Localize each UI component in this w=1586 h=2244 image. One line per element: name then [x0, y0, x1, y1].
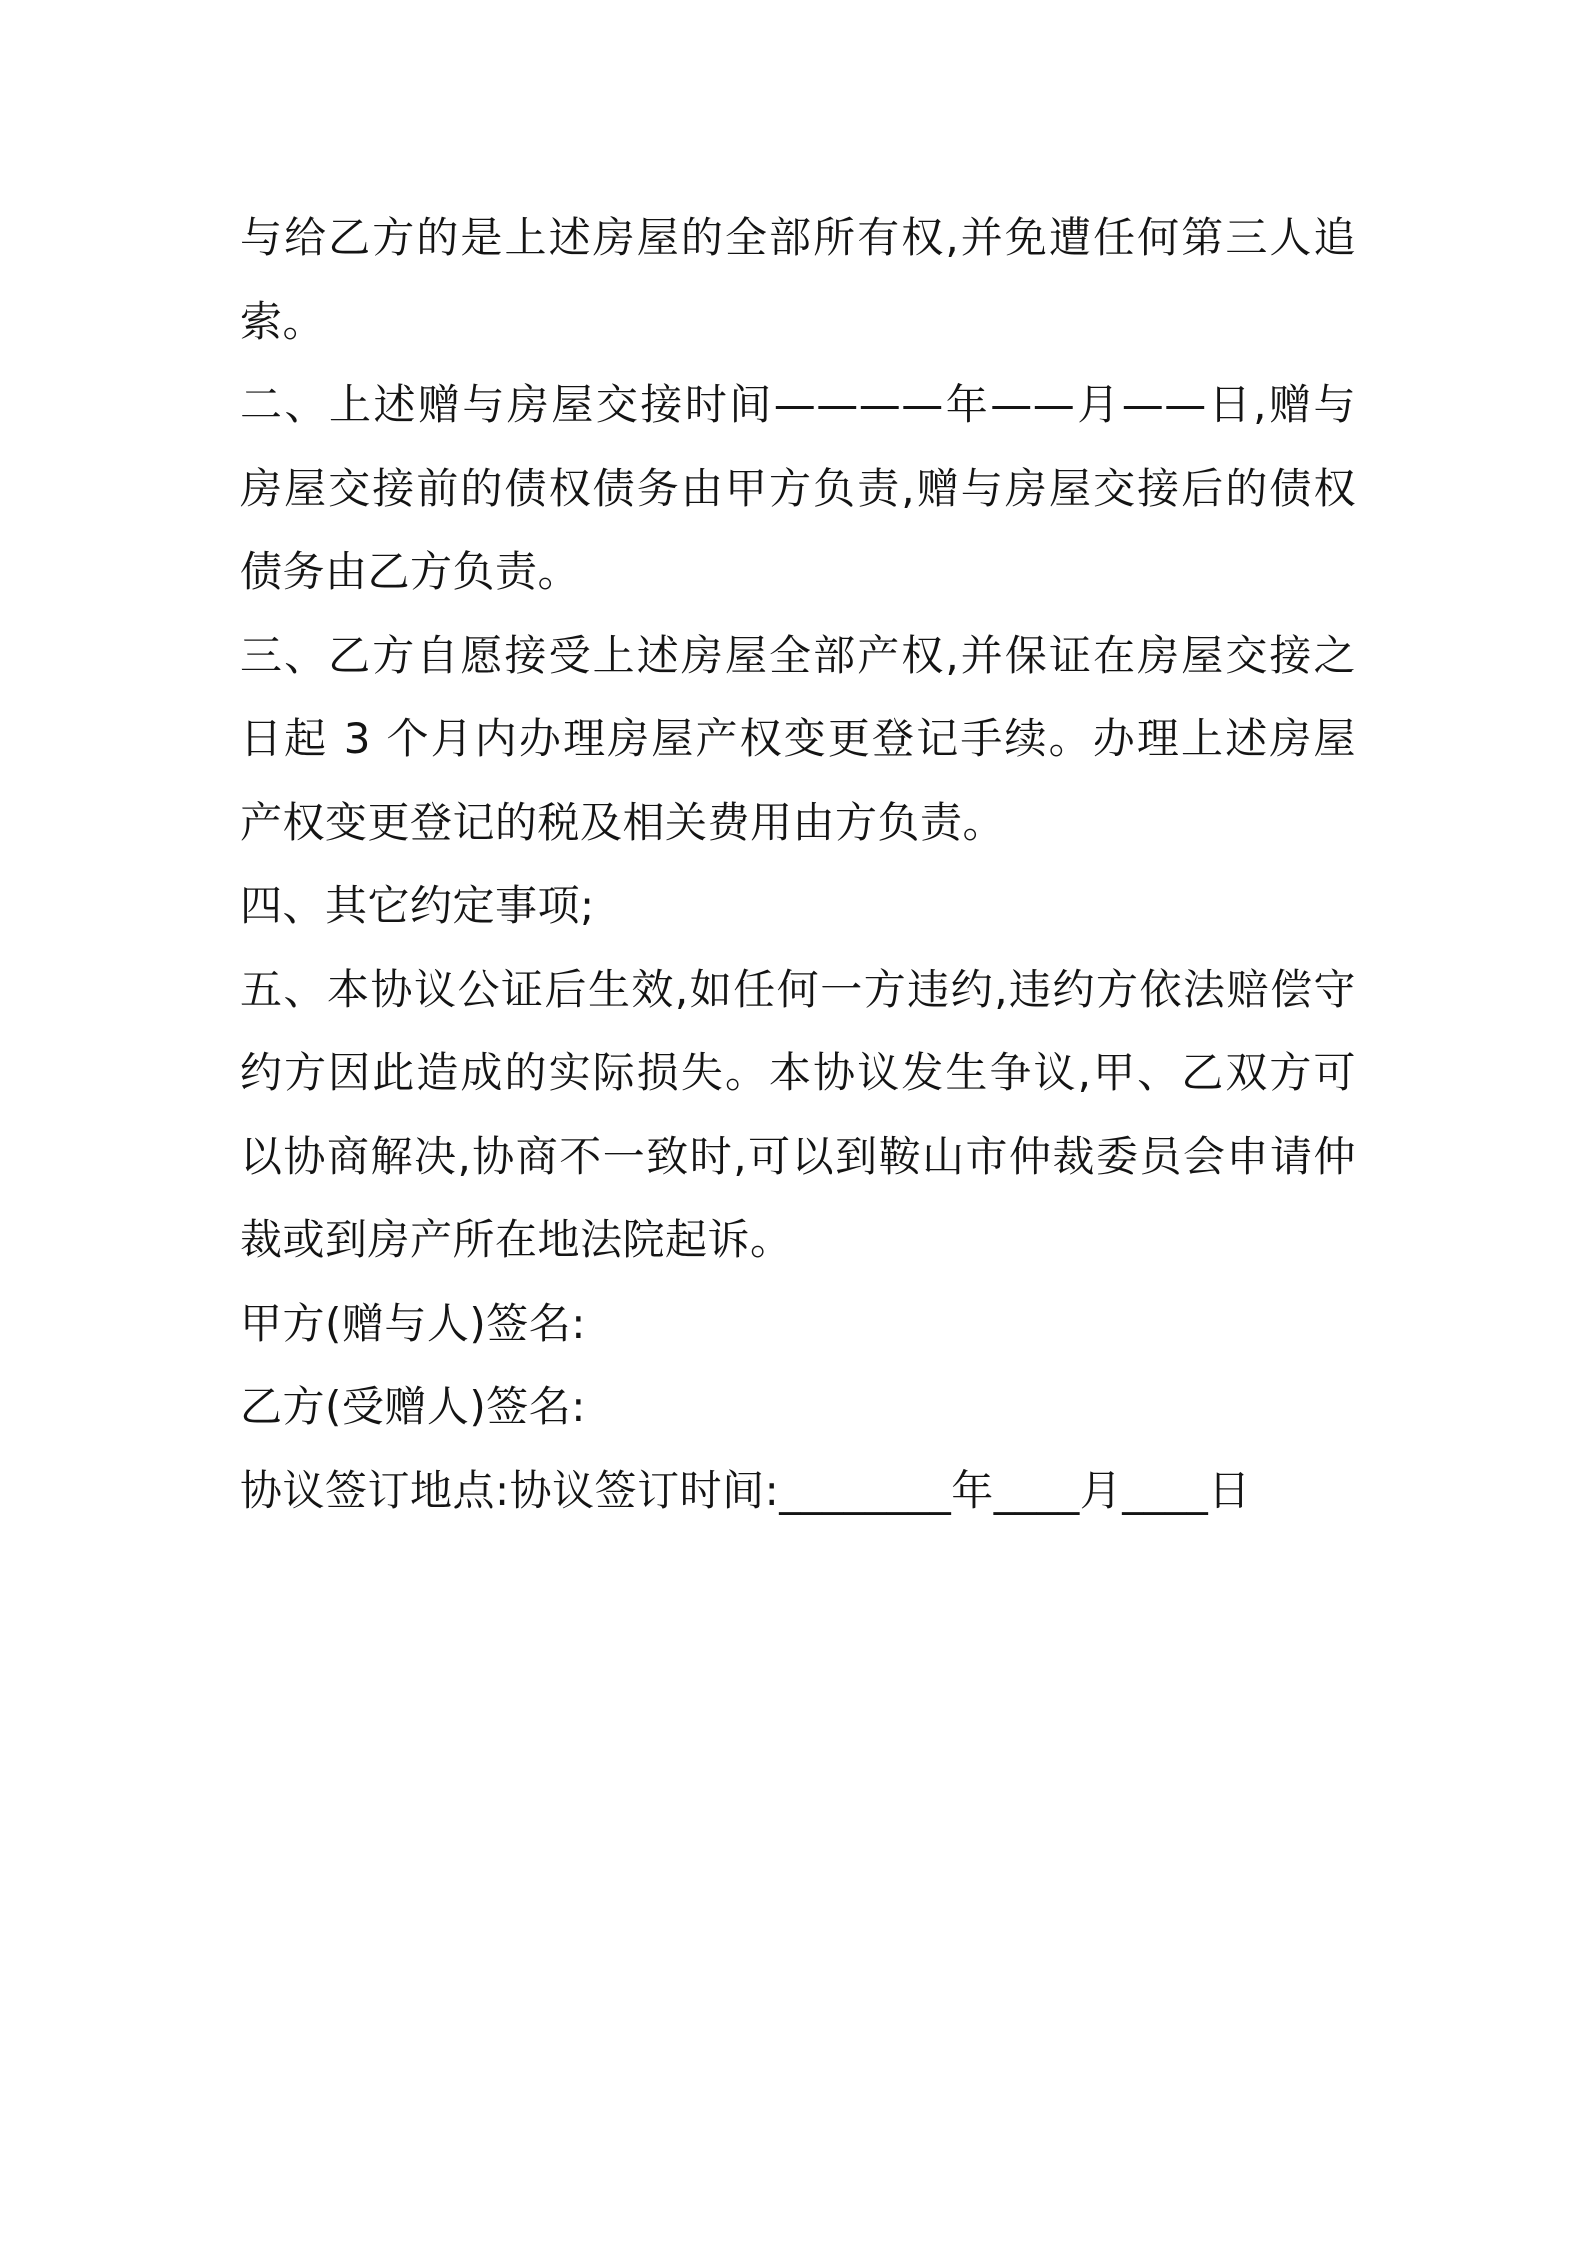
paragraph-effectiveness-clause: 五、本协议公证后生效,如任何一方违约,违约方依法赔偿守约方因此造成的实际损失。本协议发生争议,甲、乙双方可以协商解决,协商不一致时,可以到鞍山市仲裁委员会申请仲裁或到房产所在地法院起诉。 [240, 964, 1356, 1264]
paragraph-other-terms: 四、其它约定事项; [240, 881, 595, 930]
signature-party-a: 甲方(赠与人)签名: [240, 1298, 586, 1348]
signature-party-b: 乙方(受赠人)签名: [240, 1382, 586, 1431]
paragraph-ownership-clause: 与给乙方的是上述房屋的全部所有权,并免遭任何第三人追索。 [240, 213, 1356, 346]
signing-place-and-date: 协议签订地点:协议签订时间:________年____月____日 [240, 1465, 1251, 1515]
paragraph-registration-clause: 三、乙方自愿接受上述房屋全部产权,并保证在房屋交接之日起 3 个月内办理房屋产权变更登记手续。办理上述房屋产权变更登记的税及相关费用由方负责。 [240, 630, 1356, 847]
document-body [240, 196, 1356, 1532]
paragraph-handover-clause: 二、上述赠与房屋交接时间————年——月——日,赠与房屋交接前的债权债务由甲方负责,赠与房屋交接后的债权债务由乙方负责。 [240, 380, 1356, 596]
